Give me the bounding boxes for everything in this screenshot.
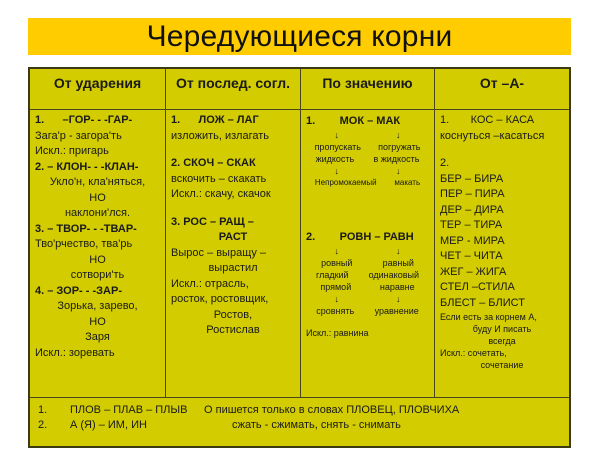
exception: Искл.: равнина	[306, 328, 369, 338]
root-pair: БЛЕСТ – БЛИСТ	[440, 296, 525, 309]
root-pair	[35, 113, 160, 129]
root-text: ПЛОВ – ПЛАВ – ПЛЫВ	[70, 404, 188, 416]
meaning-text: гладкий	[316, 270, 349, 280]
example: Заря	[85, 331, 110, 343]
example: Зага'р - загора'ть	[35, 129, 122, 142]
item-number: 2.	[440, 157, 450, 169]
arrow-down-icon: ↓	[334, 130, 339, 140]
root-pair: 2. РОВН – РАВН	[306, 231, 414, 243]
roots-table	[28, 67, 571, 448]
column-stress	[30, 110, 166, 397]
example: сровнять	[316, 306, 355, 316]
root-pair: ПЕР – ПИРА	[440, 188, 505, 200]
item-number: 1.	[35, 114, 45, 126]
arrow-down-icon: ↓	[396, 246, 401, 256]
root-pair: СТЕЛ –СТИЛА	[440, 281, 515, 293]
example: Непромокаемый	[314, 178, 377, 187]
exception-cont: Ростислав	[206, 324, 260, 336]
meaning-text: наравне	[379, 282, 415, 292]
note-text: сжать - сжимать, снять - снимать	[232, 419, 401, 431]
arrow-down-icon: ↓	[334, 294, 339, 304]
example: уравнение	[374, 306, 419, 316]
exception-cont: Ростов,	[213, 308, 253, 321]
root-pair: ДЕР – ДИРА	[440, 203, 504, 216]
root-text: –ГОР- - -ГАР-	[62, 114, 133, 126]
arrow-down-icon: ↓	[334, 166, 339, 176]
exception: Искл.: отрасль,	[171, 277, 249, 290]
meaning-text: жидкость	[315, 154, 355, 164]
rule-text: Если есть за корнем А,	[440, 312, 537, 322]
root-pair: 1. ЛОЖ – ЛАГ	[171, 114, 259, 126]
root-pair: 3. РОС – РАЩ –	[171, 215, 254, 228]
root-pair: ТЕР – ТИРА	[440, 219, 503, 231]
example: вскочить – скакать	[171, 172, 267, 185]
example: наклони'лся.	[64, 207, 131, 219]
note-text: О пишется только в словах ПЛОВЕЦ, ПЛОВЧИХА	[204, 404, 460, 416]
root-pair: БЕР – БИРА	[440, 172, 504, 185]
rule-text: буду И писать	[472, 324, 532, 334]
root-pair: 4. – ЗОР- - -ЗАР-	[35, 284, 122, 297]
header-stress: От ударения	[30, 69, 166, 109]
title-banner	[28, 18, 571, 55]
root-pair: ЧЕТ – ЧИТА	[440, 250, 503, 262]
but-label: НО	[89, 253, 106, 266]
exception-cont: росток, ростовщик,	[171, 293, 269, 305]
column-a	[435, 110, 569, 397]
root-pair: ЖЕГ – ЖИГА	[440, 265, 507, 278]
arrow-down-icon: ↓	[334, 246, 339, 256]
column-consonant	[166, 110, 301, 397]
item-number: 2.	[38, 419, 48, 431]
root-pair: 3. – ТВОР- - -ТВАР-	[35, 222, 137, 235]
root-text: А (Я) – ИМ, ИН	[70, 419, 147, 431]
bottom-item	[38, 403, 561, 418]
example-cont: вырастил	[208, 262, 258, 274]
arrow-down-icon: ↓	[396, 130, 401, 140]
bottom-row	[30, 398, 569, 446]
meaning-text: прямой	[320, 282, 352, 292]
but-label: НО	[89, 191, 106, 204]
root-pair-cont: РАСТ	[218, 231, 248, 243]
exception: Искл.: сочетать,	[440, 348, 507, 358]
meaning-text: в жидкость	[373, 154, 420, 164]
bottom-item	[38, 418, 561, 433]
example: Зорька, зарево,	[57, 300, 138, 312]
column-meaning	[301, 110, 435, 397]
meaning-text: пропускать	[314, 142, 361, 152]
item-number: 1.	[38, 404, 48, 416]
example: Укло'н, кла'няться,	[49, 176, 146, 188]
example: Вырос – выращу –	[171, 246, 267, 259]
but-label: НО	[89, 315, 106, 328]
exception: Искл.: скачу, скачок	[171, 188, 271, 200]
meaning-text: одинаковый	[368, 270, 419, 280]
header-consonant: От послед. согл.	[166, 69, 301, 109]
example: коснуться –касаться	[440, 129, 545, 142]
arrow-down-icon: ↓	[396, 294, 401, 304]
meaning-text: ровный	[321, 258, 353, 268]
arrow-down-icon: ↓	[396, 166, 401, 176]
meaning-text: погружать	[378, 142, 421, 152]
root-pair: 2. СКОЧ – СКАК	[171, 157, 256, 169]
root-pair: МЕР - МИРА	[440, 234, 505, 247]
exception: Искл.: пригарь	[35, 145, 109, 157]
meaning-text: равный	[382, 258, 414, 268]
example: Тво'рчество, тва'рь	[35, 238, 133, 250]
example: макать	[394, 178, 421, 187]
root-pair: 1. МОК – МАК	[306, 115, 401, 127]
header-a: От –А-	[479, 75, 525, 91]
root-pair: 1. КОС – КАСА	[440, 114, 535, 126]
example: сотвори'ть	[70, 269, 125, 281]
page-title: Чередующиеся корни	[146, 19, 453, 53]
exception: Искл.: зоревать	[35, 346, 115, 359]
example: изложить, излагать	[171, 129, 270, 142]
rule-text: всегда	[488, 336, 516, 346]
exception-cont: сочетание	[480, 360, 524, 370]
header-meaning: По значению	[301, 69, 435, 109]
root-pair: 2. – КЛОН- - -КЛАН-	[35, 160, 139, 173]
arrows	[306, 129, 429, 141]
